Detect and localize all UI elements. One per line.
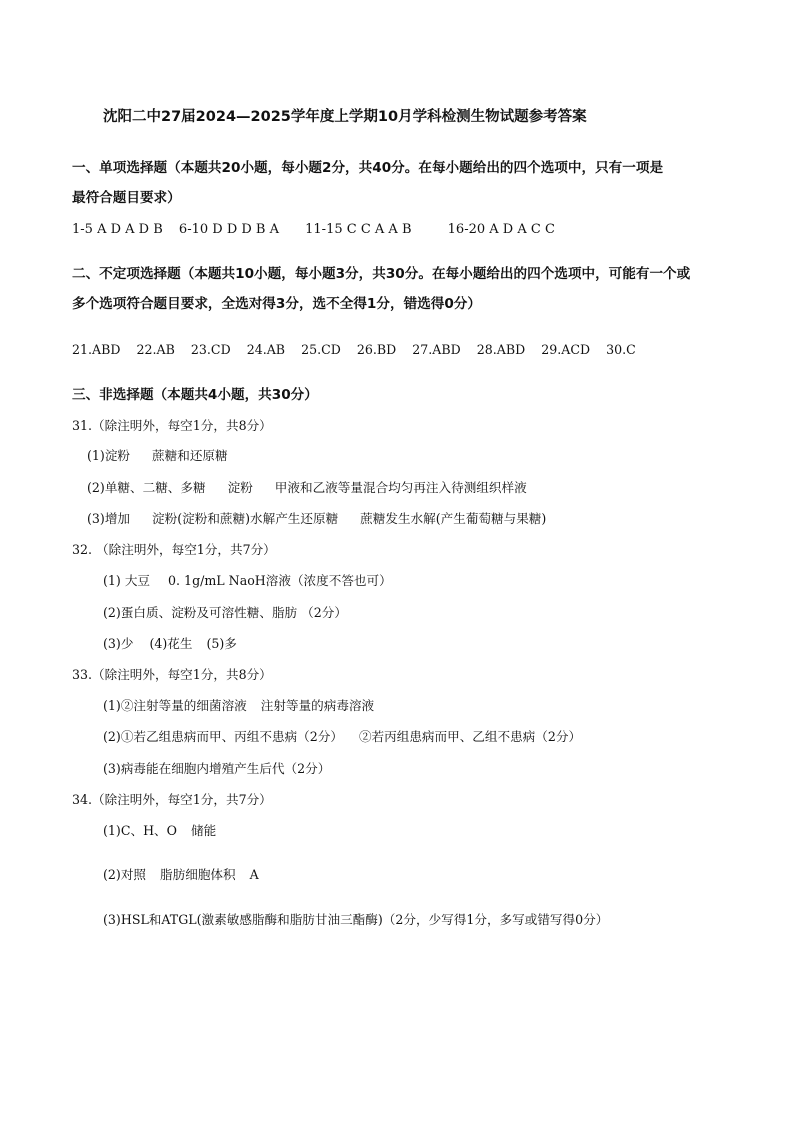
q32-part3: (3)少 (4)花生 (5)多: [103, 636, 237, 651]
answer-30: 30.C: [606, 342, 636, 357]
q33-header: 33.（除注明外，每空1分，共8分）: [72, 667, 272, 682]
section3-heading: 三、非选择题（本题共4小题，共30分）: [72, 387, 318, 403]
section1-heading-line1: 一、单项选择题（本题共20小题，每小题2分，共40分。在每小题给出的四个选项中，只有一项是: [72, 160, 664, 176]
q34-part1: (1)C、H、O 储能: [103, 823, 217, 838]
q34-header: 34.（除注明外，每空1分，共7分）: [72, 792, 272, 807]
q31-part2: (2)单糖、二糖、多糖 淀粉 甲液和乙液等量混合均匀再注入待测组织样液: [87, 480, 527, 495]
answer-25: 25.CD: [301, 342, 341, 357]
q34-part2: (2)对照 脂肪细胞体积 A: [103, 867, 259, 882]
section2-heading-line2: 多个选项符合题目要求，全选对得3分，选不全得1分，错选得0分）: [72, 296, 481, 312]
section2-answers: [72, 342, 636, 357]
answer-27: 27.ABD: [412, 342, 461, 357]
q32-header: 32. （除注明外，每空1分，共7分）: [72, 542, 276, 557]
answer-24: 24.AB: [246, 342, 286, 357]
section1-answers: [72, 222, 555, 238]
q31-part1: (1)淀粉 蔗糖和还原糖: [87, 448, 228, 463]
section1-heading-line2: 最符合题目要求）: [72, 190, 181, 206]
q33-part3: (3)病毒能在细胞内增殖产生后代（2分）: [103, 761, 331, 776]
section2-heading-line1: 二、不定项选择题（本题共10小题，每小题3分，共30分。在每小题给出的四个选项中，可能有一个或: [72, 266, 691, 282]
answer-group-1-5: 1-5 A D A D B: [72, 222, 163, 237]
q32-part2: (2)蛋白质、淀粉及可溶性糖、脂肪 （2分）: [103, 605, 347, 620]
answer-22: 22.AB: [136, 342, 175, 357]
answer-28: 28.ABD: [476, 342, 526, 357]
q33-part1: (1)②注射等量的细菌溶液 注射等量的病毒溶液: [103, 698, 375, 713]
answer-26: 26.BD: [356, 342, 397, 357]
q32-part1: (1) 大豆 0. 1g/mL NaoH溶液（浓度不答也可）: [103, 573, 392, 588]
q33-part2: (2)①若乙组患病而甲、丙组不患病（2分） ②若丙组患病而甲、乙组不患病（2分）: [103, 729, 582, 744]
answer-group-11-15: 11-15 C C A A B: [305, 222, 412, 237]
answer-21: 21.ABD: [72, 342, 121, 357]
answer-group-16-20: 16-20 A D A C C: [447, 222, 555, 237]
answer-23: 23.CD: [190, 342, 231, 357]
page-title: 沈阳二中27届2024—2025学年度上学期10月学科检测生物试题参考答案: [103, 109, 587, 125]
answer-29: 29.ACD: [541, 342, 591, 357]
answer-group-6-10: 6-10 D D D B A: [178, 222, 279, 237]
q34-part3: (3)HSL和ATGL(激素敏感脂酶和脂肪甘油三酯酶)（2分，少写得1分，多写或错写得0分）: [103, 912, 609, 927]
q31-part3: (3)增加 淀粉(淀粉和蔗糖)水解产生还原糖 蔗糖发生水解(产生葡萄糖与果糖): [87, 511, 547, 526]
q31-header: 31.（除注明外，每空1分，共8分）: [72, 418, 272, 433]
